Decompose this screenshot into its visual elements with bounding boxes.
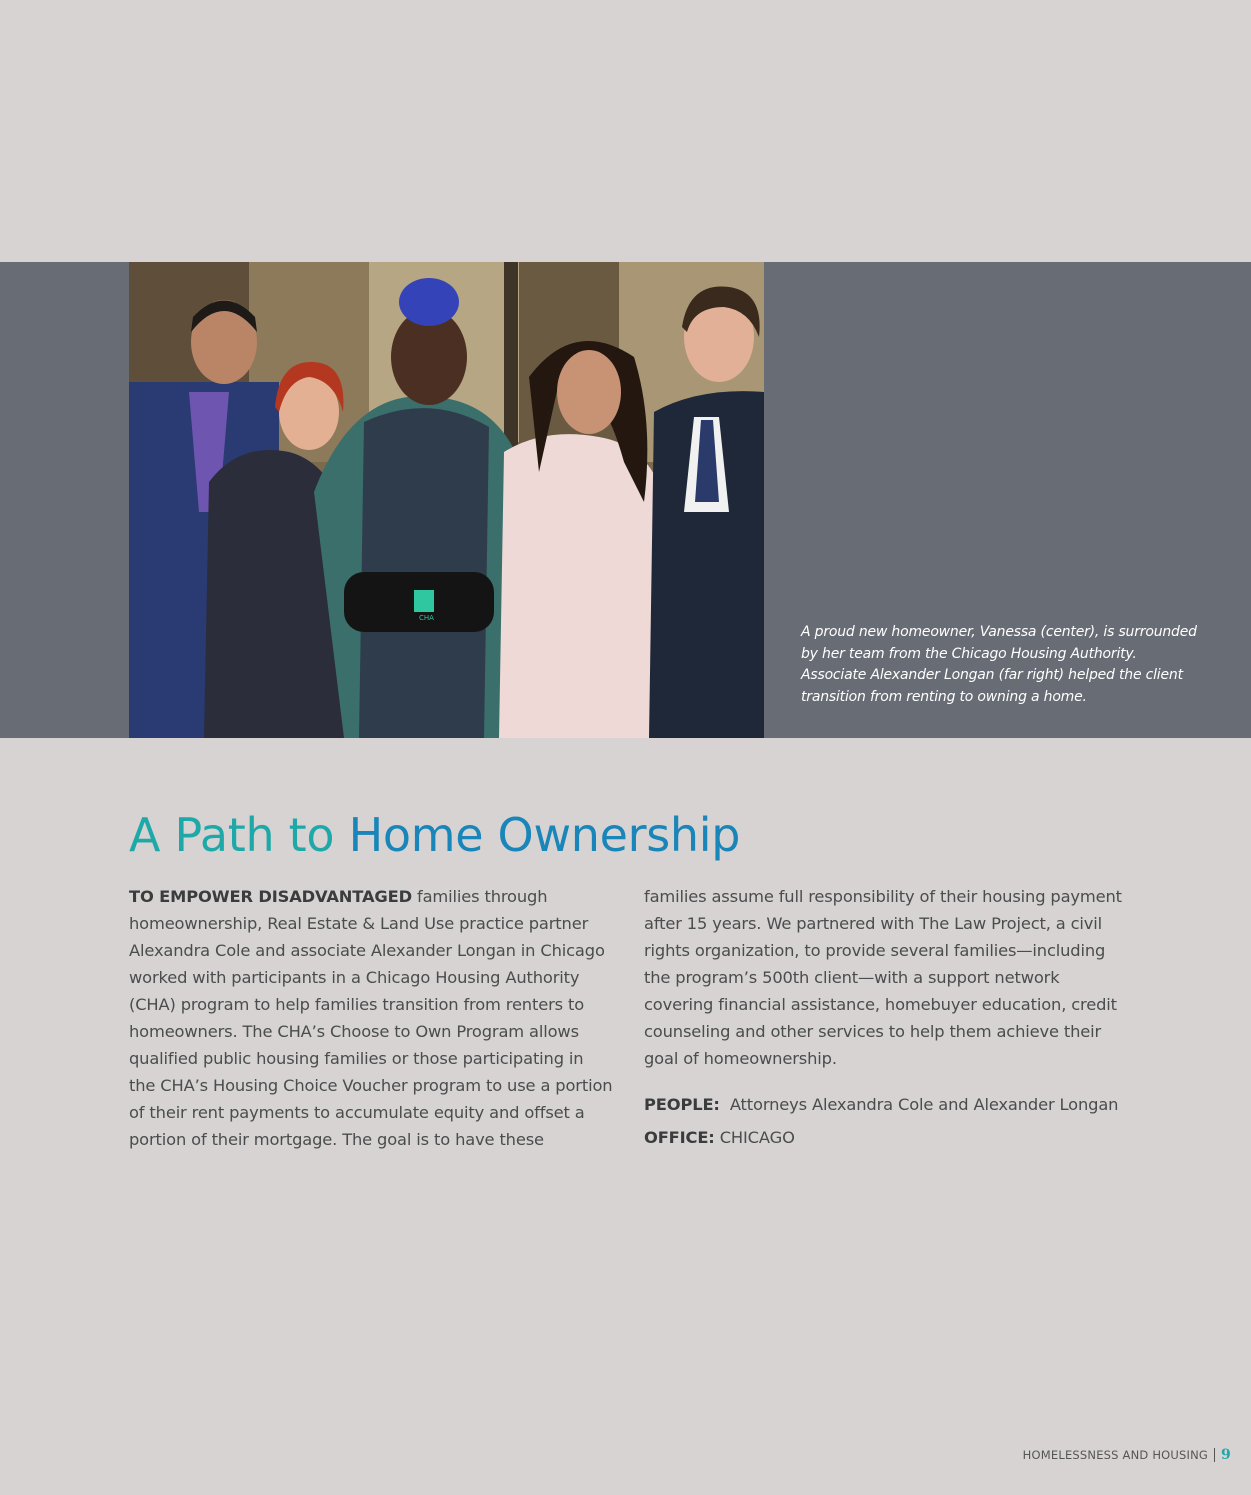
footer-divider [1214,1448,1215,1462]
page-footer [1023,1447,1231,1463]
cha-logo-text: CHA [419,614,434,622]
group-photo [129,262,764,738]
body-text-left: families through homeownership, Real Estate & Land Use practice partner Alexandra Cole and associate Alexander Longan in Chicago worked with participants in a Chicago Housing Authority (CHA) program to help families transition from renters to homeowners. The CHA’s Choose to Own Program allows qualified public housing families or those participating in the CHA’s Housing Choice Voucher program to use a portion of their rent payments to accumulate equity and offset a portion of their mortgage. The goal is to have these [129,887,613,1149]
page-number: 9 [1221,1447,1231,1463]
title-part-blue: Home Ownership [348,808,741,862]
article-title [129,806,740,864]
office-line [644,1124,1129,1151]
people-label: PEOPLE: [644,1095,720,1114]
people-line [644,1091,1129,1118]
lead-in: TO EMPOWER DISADVANTAGED [129,887,412,906]
title-part-teal: A Path to [129,808,349,862]
body-paragraph-right: families assume full responsibility of their housing payment after 15 years. We partnered with The Law Project, a civil rights organization, to provide several families—including the program’s 500th client—with a support network covering financial assistance, homebuyer education, credit counseling and other services to help them achieve their goal of homeownership. [644,887,1122,1068]
photo-caption: A proud new homeowner, Vanessa (center), is surrounded by her team from the Chicago Housing Authority. Associate Alexander Longan (far right) helped the client transition from renting to owning a home. [801,624,1197,705]
body-column-right [644,883,1129,1151]
footer-section: HOMELESSNESS AND HOUSING [1022,1448,1209,1462]
people-value: Attorneys Alexandra Cole and Alexander Longan [729,1095,1119,1114]
body-paragraph-left [129,883,614,1153]
body-column-left [129,883,614,1153]
office-label: OFFICE: [644,1128,715,1147]
office-value: CHICAGO [719,1128,795,1147]
